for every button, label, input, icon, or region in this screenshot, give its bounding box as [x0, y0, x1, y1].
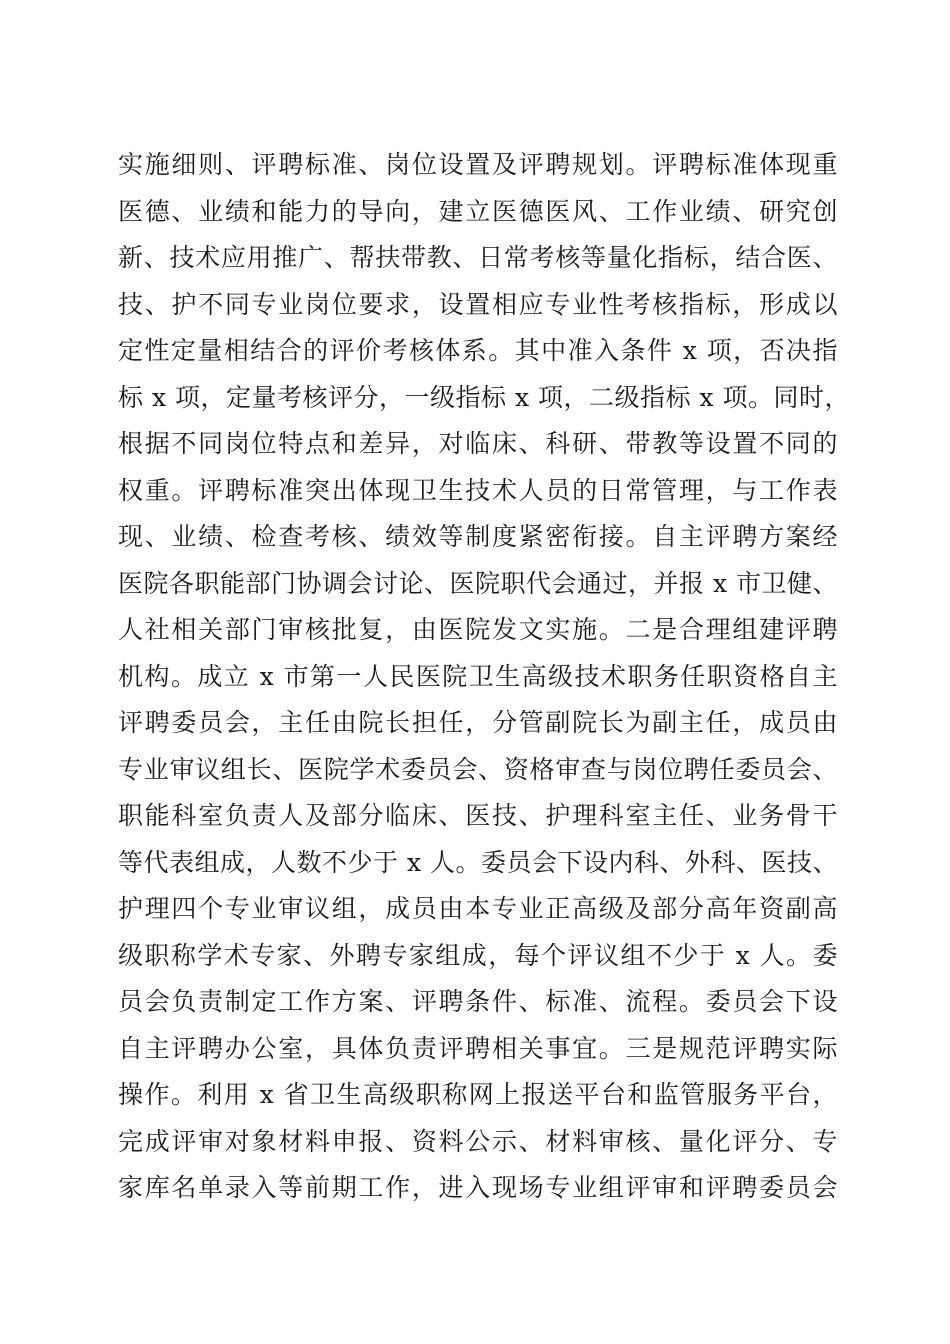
- text-line: 人社相关部门审核批复，由医院发文实施。二是合理组建评聘: [118, 615, 838, 644]
- text-line: 医院各职能部门协调会讨论、医院职代会通过，并报 x 市卫健、: [118, 568, 838, 598]
- text-line: 员会负责制定工作方案、评聘条件、标准、流程。委员会下设: [118, 987, 838, 1016]
- text-line: 实施细则、评聘标准、岗位设置及评聘规划。评聘标准体现重: [118, 150, 838, 179]
- text-line: 根据不同岗位特点和差异，对临床、科研、带教等设置不同的: [118, 429, 838, 458]
- text-line: 完成评审对象材料申报、资料公示、材料审核、量化评分、专: [118, 1126, 838, 1156]
- text-line: 标 x 项，定量考核评分，一级指标 x 项，二级指标 x 项。同时，: [118, 382, 850, 412]
- text-line: 定性定量相结合的评价考核体系。其中准入条件 x 项，否决指: [118, 336, 838, 365]
- text-line: 专业审议组长、医院学术委员会、资格审查与岗位聘任委员会、: [118, 754, 838, 784]
- body-text: [118, 142, 850, 1212]
- text-line: 评聘委员会，主任由院长担任，分管副院长为副主任，成员由: [118, 708, 838, 737]
- text-line: 现、业绩、检查考核、绩效等制度紧密衔接。自主评聘方案经: [118, 522, 838, 551]
- text-line: 护理四个专业审议组，成员由本专业正高级及部分高年资副高: [118, 894, 838, 923]
- text-line: 权重。评聘标准突出体现卫生技术人员的日常管理，与工作表: [118, 475, 838, 505]
- text-line: 自主评聘办公室，具体负责评聘相关事宜。三是规范评聘实际: [118, 1033, 838, 1063]
- text-line: 新、技术应用推广、帮扶带教、日常考核等量化指标，结合医、: [118, 243, 838, 272]
- text-line: 机构。成立 x 市第一人民医院卫生高级技术职务任职资格自主: [118, 661, 838, 691]
- text-line: 等代表组成，人数不少于 x 人。委员会下设内科、外科、医技、: [118, 847, 838, 877]
- text-line: 职能科室负责人及部分临床、医技、护理科室主任、业务骨干: [118, 801, 838, 830]
- text-line: 级职称学术专家、外聘专家组成，每个评议组不少于 x 人。委: [118, 940, 838, 970]
- text-line: 家库名单录入等前期工作，进入现场专业组评审和评聘委员会: [118, 1173, 838, 1202]
- text-line: 操作。利用 x 省卫生高级职称网上报送平台和监管服务平台，: [118, 1080, 838, 1109]
- text-line: 医德、业绩和能力的导向，建立医德医风、工作业绩、研究创: [118, 196, 838, 226]
- text-line: 技、护不同专业岗位要求，设置相应专业性考核指标，形成以: [118, 289, 838, 319]
